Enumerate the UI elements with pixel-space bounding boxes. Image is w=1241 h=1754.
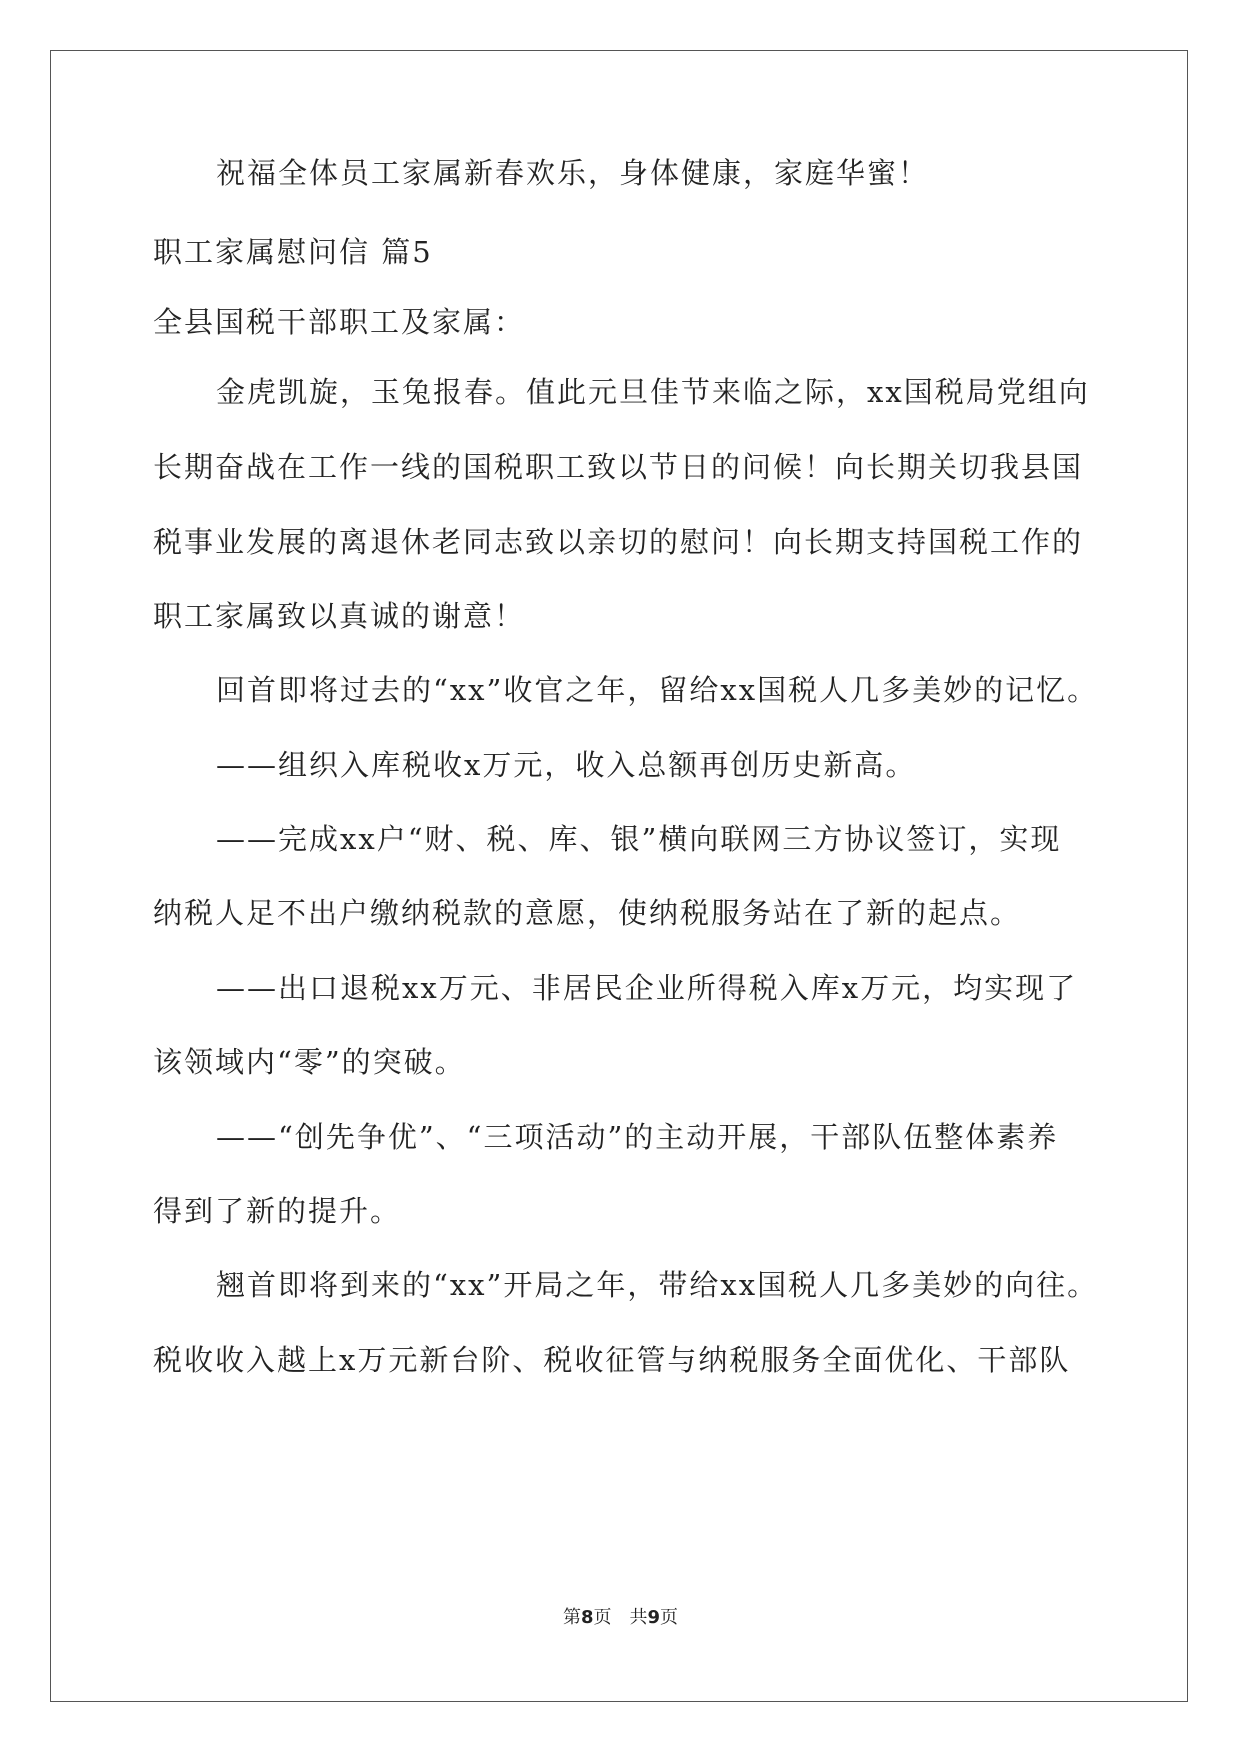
footer-suffix: 页 <box>660 1607 679 1628</box>
paragraph-line: 回首即将过去的“xx”收官之年，留给xx国税人几多美妙的记忆。 <box>216 673 1099 707</box>
paragraph-line: 职工家属致以真诚的谢意！ <box>153 599 526 633</box>
section-heading: 职工家属慰问信 篇5 <box>153 235 433 269</box>
list-item: ——组织入库税收x万元，收入总额再创历史新高。 <box>216 748 917 782</box>
footer-mid: 页 共 <box>593 1607 648 1628</box>
footer-prefix: 第 <box>562 1607 581 1628</box>
current-page-number: 8 <box>580 1607 594 1628</box>
page-footer <box>0 1603 1241 1629</box>
list-item-continuation: 得到了新的提升。 <box>153 1194 402 1228</box>
paragraph-line: 长期奋战在工作一线的国税职工致以节日的问候！向长期关切我县国 <box>153 450 1084 484</box>
paragraph-greeting: 祝福全体员工家属新春欢乐，身体健康，家庭华蜜！ <box>216 156 930 190</box>
page-border <box>50 50 1188 1702</box>
list-item: ——“创先争优”、“三项活动”的主动开展，干部队伍整体素养 <box>216 1120 1059 1154</box>
salutation: 全县国税干部职工及家属： <box>153 305 526 339</box>
paragraph-line: 税事业发展的离退休老同志致以亲切的慰问！向长期支持国税工作的 <box>153 525 1084 559</box>
list-item-continuation: 该领域内“零”的突破。 <box>153 1045 466 1079</box>
list-item-continuation: 纳税人足不出户缴纳税款的意愿，使纳税服务站在了新的起点。 <box>153 896 1022 930</box>
paragraph-line: 翘首即将到来的“xx”开局之年，带给xx国税人几多美妙的向往。 <box>216 1268 1099 1302</box>
list-item: ——完成xx户“财、税、库、银”横向联网三方协议签订，实现 <box>216 822 1062 856</box>
list-item: ——出口退税xx万元、非居民企业所得税入库x万元，均实现了 <box>216 971 1078 1005</box>
paragraph-line: 金虎凯旋，玉兔报春。值此元旦佳节来临之际，xx国税局党组向 <box>216 375 1090 409</box>
paragraph-line: 税收收入越上x万元新台阶、税收征管与纳税服务全面优化、干部队 <box>153 1343 1071 1377</box>
total-page-number: 9 <box>647 1607 661 1628</box>
